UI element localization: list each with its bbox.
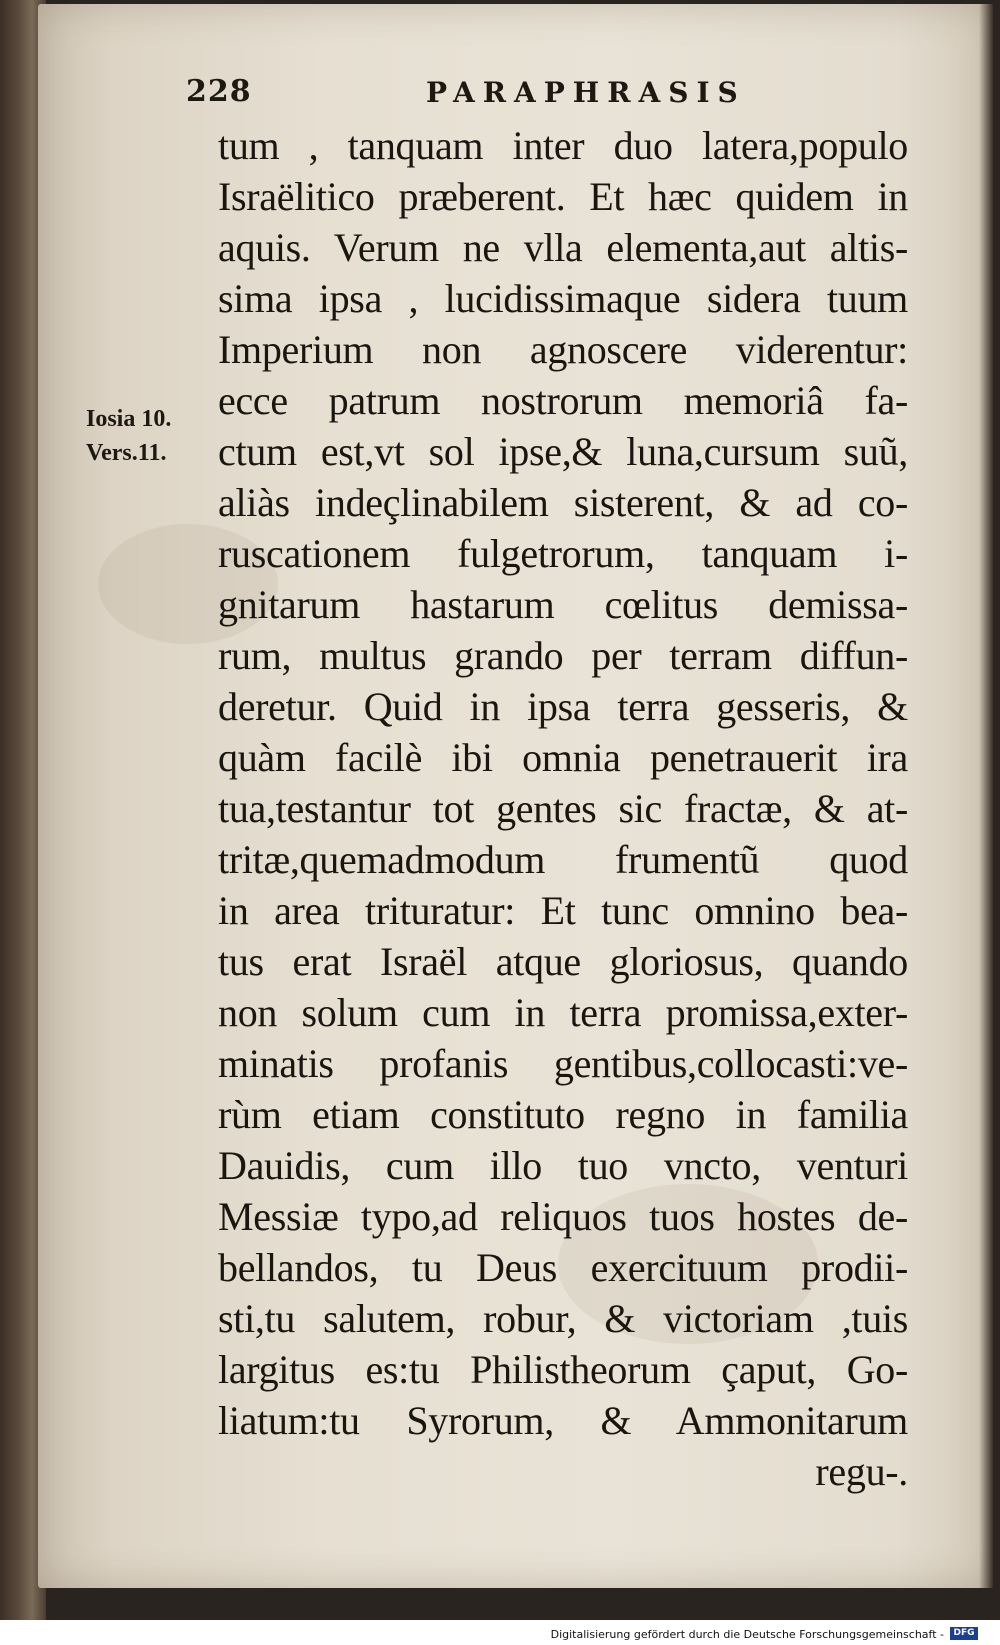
- text-line: sti,tu salutem, robur, & victoriam ,tuis: [218, 1296, 908, 1341]
- text-line: tua,testantur tot gentes sic fractæ, & at-: [218, 786, 908, 831]
- text-line: sima ipsa , lucidissimaque sidera tuum: [218, 276, 908, 321]
- text-line: rum, multus grando per terram diffun-: [218, 633, 908, 678]
- text-line: aliàs indeçlinabilem sisterent, & ad co-: [218, 480, 908, 525]
- text-line: rùm etiam constituto regno in familia: [218, 1092, 908, 1137]
- text-line: ecce patrum nostrorum memoriâ fa-: [218, 378, 908, 423]
- footer-credit: Digitalisierung gefördert durch die Deutsche Forschungsgemeinschaft -: [550, 1628, 944, 1641]
- text-line: Imperium non agnoscere viderentur:: [218, 327, 908, 372]
- text-line: gnitarum hastarum cœlitus demissa-: [218, 582, 908, 627]
- marginal-note-line: Iosia 10.: [86, 406, 172, 432]
- text-line: bellandos, tu Deus exercituum prodii-: [218, 1245, 908, 1290]
- text-line: deretur. Quid in ipsa terra gesseris, &: [218, 684, 908, 729]
- catchword: regu-.: [815, 1449, 908, 1494]
- running-title: PARAPHRASIS: [426, 76, 746, 109]
- text-line: Messiæ typo,ad reliquos tuos hostes de-: [218, 1194, 908, 1239]
- text-line: non solum cum in terra promissa,exter-: [218, 990, 908, 1035]
- page-number: 228: [186, 74, 252, 109]
- text-line: tritæ,quemadmodum frumentũ quod: [218, 837, 908, 882]
- text-line: in area trituratur: Et tunc omnino bea-: [218, 888, 908, 933]
- text-line: ruscationem fulgetrorum, tanquam i-: [218, 531, 908, 576]
- text-line: largitus es:tu Philistheorum çaput, Go-: [218, 1347, 908, 1392]
- marginal-note-line: Vers.11.: [86, 440, 167, 466]
- text-line: ctum est,vt sol ipse,& luna,cursum suũ,: [218, 429, 908, 474]
- text-line: Dauidis, cum illo tuo vncto, venturi: [218, 1143, 908, 1188]
- text-line: Israëlitico præberent. Et hæc quidem in: [218, 174, 908, 219]
- text-line: tus erat Israël atque gloriosus, quando: [218, 939, 908, 984]
- marginal-note: [86, 402, 206, 470]
- body-text: [218, 120, 908, 1497]
- page-edge-shadow: [979, 4, 993, 1588]
- text-line: liatum:tu Syrorum, & Ammonitarum: [218, 1398, 908, 1443]
- text-line: aquis. Verum ne vlla elementa,aut altis-: [218, 225, 908, 270]
- dfg-logo: DFG: [950, 1627, 978, 1640]
- page-header: [186, 74, 806, 114]
- text-line: minatis profanis gentibus,collocasti:ve-: [218, 1041, 908, 1086]
- text-line: quàm facilè ibi omnia penetrauerit ira: [218, 735, 908, 780]
- text-line: tum , tanquam inter duo latera,populo: [218, 123, 908, 168]
